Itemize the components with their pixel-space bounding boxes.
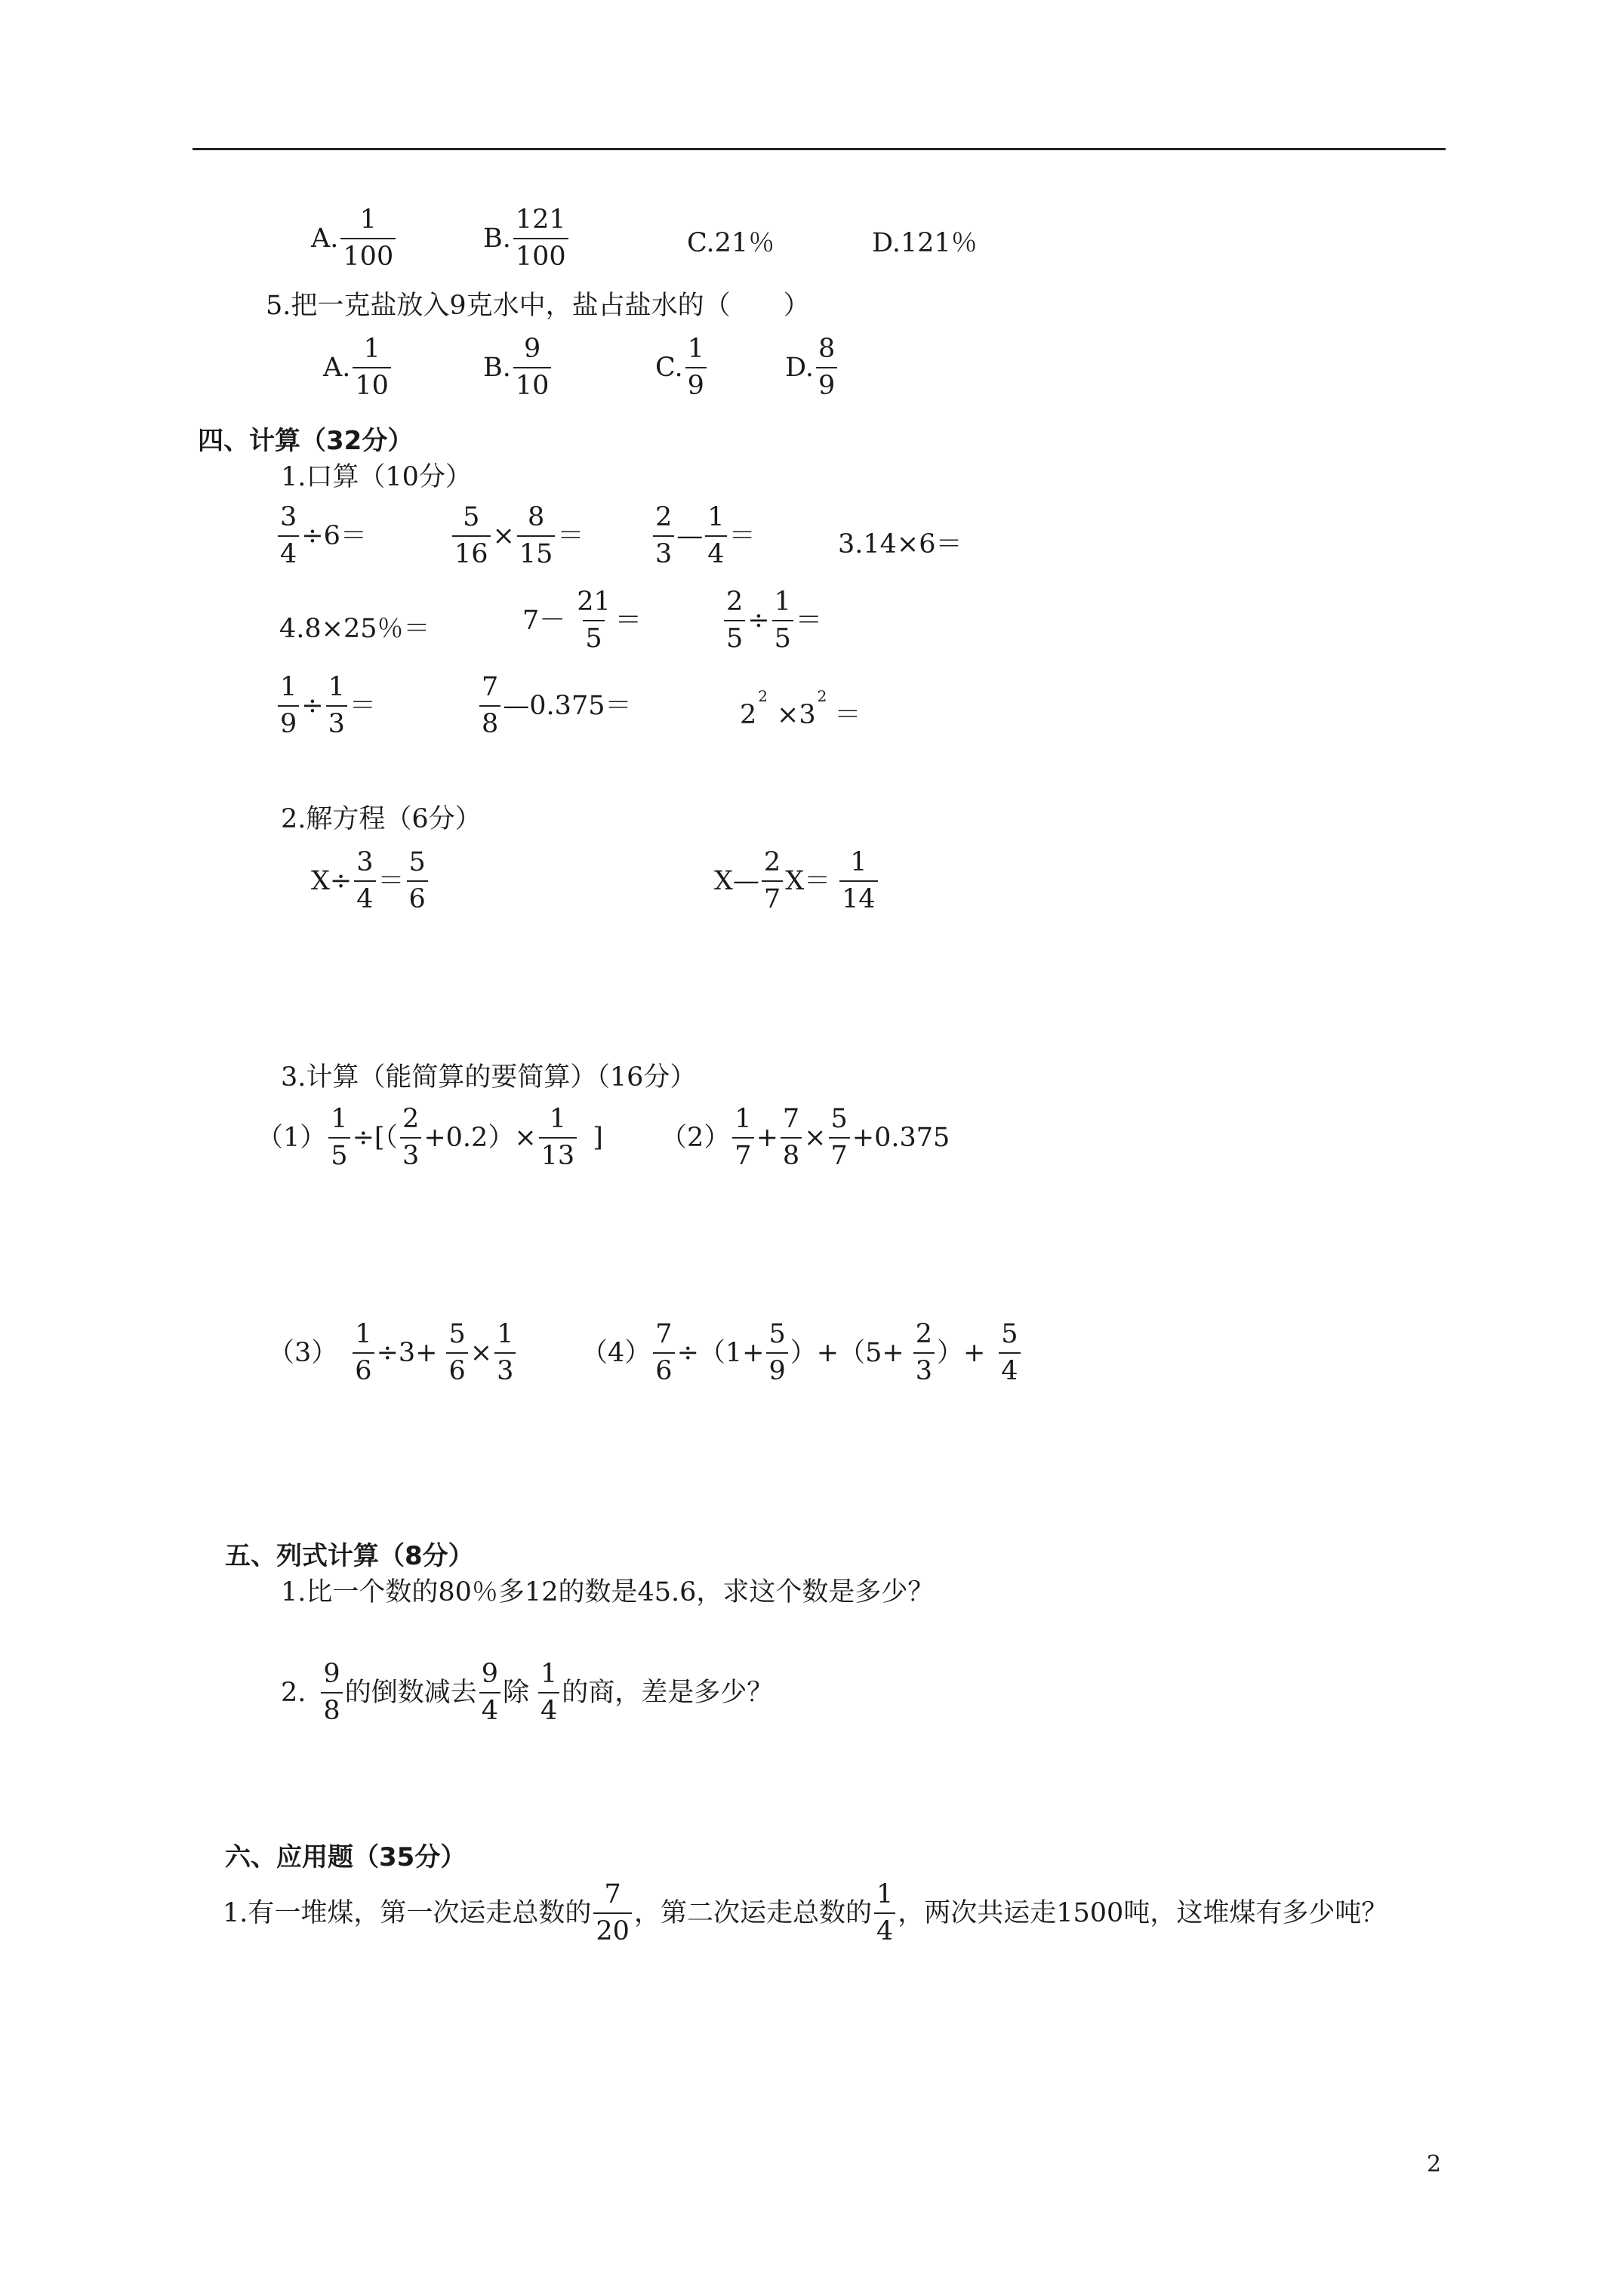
oral-r2c2: 7－ $\frac{21}{5}$ ＝ xyxy=(522,587,642,654)
oral-r3c1: $\frac{1}{9}$ ÷ $\frac{1}{3}$ ＝ xyxy=(276,674,376,738)
oral-r1c4: 3.14×6＝ xyxy=(838,529,962,559)
q4-option-b: B. $\frac{121}{100}$ xyxy=(483,207,571,270)
oral-title: 1.口算（10分） xyxy=(281,462,472,492)
page-number: 2 xyxy=(1427,2151,1442,2177)
q4-option-c: C.21％ xyxy=(687,228,775,258)
header-rule xyxy=(192,148,1446,150)
calc-problem-2: （2） $\frac{1}{7}$ + $\frac{7}{8}$ × $\frac{5}{7}$ +0.375 xyxy=(661,1104,950,1171)
calc-problem-3: （3） $\frac{1}{6}$ ÷3+ $\frac{5}{6}$ × $\frac{1}{3}$ xyxy=(268,1321,518,1385)
section5-q1: 1.比一个数的80％多12的数是45.6，求这个数是多少？ xyxy=(281,1577,935,1607)
calc-problem-4: （4） $\frac{7}{6}$ ÷（1+ $\frac{5}{9}$ ）+（5+ $\frac{2}{3}$ ）+ $\frac{5}{4}$ xyxy=(581,1321,1023,1385)
q4-option-d: D.121％ xyxy=(872,228,978,258)
calc-title: 3.计算（能简算的要简算）（16分） xyxy=(281,1062,697,1093)
section5-q2: 2. $\frac{9}{8}$ 的倒数减去 $\frac{9}{4}$ 除 $\frac{1}{4}$ 的商，差是多少？ xyxy=(281,1659,774,1726)
equation-title: 2.解方程（6分） xyxy=(281,804,482,834)
section6-title: 六、应用题（35分） xyxy=(225,1842,467,1872)
equation-2: X— $\frac{2}{7}$ X＝ $\frac{1}{14}$ xyxy=(714,849,880,913)
oral-r1c3: $\frac{2}{3}$ — $\frac{1}{4}$ ＝ xyxy=(651,504,756,568)
oral-r2c3: $\frac{2}{5}$ ÷ $\frac{1}{5}$ ＝ xyxy=(722,589,822,652)
oral-r1c1: $\frac{3}{4}$ ÷6＝ xyxy=(276,504,367,568)
section4-title: 四、计算（32分） xyxy=(198,426,414,456)
oral-r3c3: 2 2 ×3 2 ＝ xyxy=(740,686,861,730)
calc-problem-1: （1） $\frac{1}{5}$ ÷[（ $\frac{2}{3}$ +0.2）× $\frac{1}{13}$ ] xyxy=(257,1104,603,1171)
q5-option-a: A. $\frac{1}{10}$ xyxy=(323,336,393,399)
section5-title: 五、列式计算（8分） xyxy=(225,1541,474,1571)
equation-1: X÷ $\frac{3}{4}$ ＝ $\frac{5}{6}$ xyxy=(311,849,430,913)
q5-option-d: D. $\frac{8}{9}$ xyxy=(785,336,839,399)
q4-option-a: A. $\frac{1}{100}$ xyxy=(311,207,398,270)
oral-r3c2: $\frac{7}{8}$ —0.375＝ xyxy=(477,674,631,738)
oral-r2c1: 4.8×25％＝ xyxy=(279,614,430,644)
q5-option-c: C. $\frac{1}{9}$ xyxy=(655,336,709,399)
section6-q1: 1.有一堆煤，第一次运走总数的 $\frac{7}{20}$ ，第二次运走总数的 $\frac{1}{4}$ ，两次共运走1500吨，这堆煤有多少吨？ xyxy=(223,1879,1388,1946)
q5-stem: 5.把一克盐放入9克水中，盐占盐水的（ ） xyxy=(266,291,810,321)
oral-r1c2: $\frac{5}{16}$ × $\frac{8}{15}$ ＝ xyxy=(450,504,584,568)
q5-option-b: B. $\frac{9}{10}$ xyxy=(483,336,553,399)
